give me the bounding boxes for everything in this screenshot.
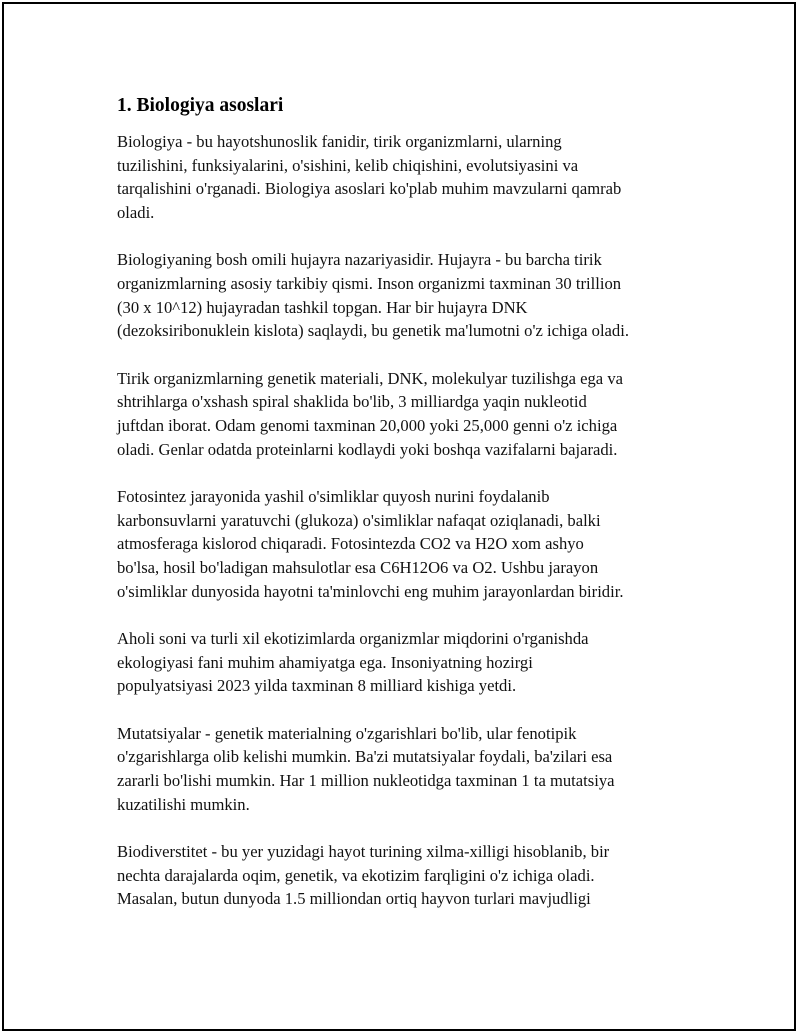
text-line: zararli bo'lishi mumkin. Har 1 million nukleotidga taxminan 1 ta mutatsiya (117, 771, 615, 791)
text-line: o'simliklar dunyosida hayotni ta'minlovchi eng muhim jarayonlardan biridir. (117, 581, 624, 601)
text-line: oladi. (117, 202, 155, 222)
text-line: Fotosintez jarayonida yashil o'simliklar quyosh nurini foydalanib (117, 487, 550, 507)
text-line: Masalan, butun dunyoda 1.5 milliondan ortiq hayvon turlari mavjudligi (117, 889, 591, 909)
text-line: organizmlarning asosiy tarkibiy qismi. Inson organizmi taxminan 30 trillion (117, 273, 622, 293)
text-line: tuzilishini, funksiyalarini, o'sishini, kelib chiqishini, evolutsiyasini va (117, 155, 579, 175)
text-line: (dezoksiribonuklein kislota) saqlaydi, bu genetik ma'lumotni o'z ichiga oladi. (117, 321, 629, 341)
text-line: Mutatsiyalar - genetik materialning o'zgarishlari bo'lib, ular fenotipik (117, 723, 577, 743)
document-body (117, 95, 697, 935)
paragraph-ecology (117, 627, 697, 698)
text-line: bo'lsa, hosil bo'ladigan mahsulotlar esa C6H12O6 va O2. Ushbu jarayon (117, 557, 599, 577)
text-line: Aholi soni va turli xil ekotizimlarda organizmlar miqdorini o'rganishda (117, 629, 589, 649)
text-line: karbonsuvlarni yaratuvchi (glukoza) o'simliklar nafaqat oziqlanadi, balki (117, 510, 601, 530)
paragraph-photosynthesis (117, 485, 697, 603)
text-line: juftdan iborat. Odam genomi taxminan 20,000 yoki 25,000 genni o'z ichiga (117, 415, 618, 435)
text-line: Biodiverstitet - bu yer yuzidagi hayot turining xilma-xilligi hisoblanib, bir (117, 842, 610, 862)
paragraph-cell-theory (117, 248, 697, 342)
text-line: kuzatilishi mumkin. (117, 794, 250, 814)
section-heading: 1. Biologiya asoslari (117, 95, 284, 116)
paragraph-mutations (117, 722, 697, 816)
text-line: Tirik organizmlarning genetik materiali, DNK, molekulyar tuzilishga ega va (117, 368, 623, 388)
paragraph-biodiversity (117, 840, 697, 911)
text-line: shtrihlarga o'xshash spiral shaklida bo'lib, 3 milliardga yaqin nukleotid (117, 392, 587, 412)
text-line: oladi. Genlar odatda proteinlarni kodlaydi yoki boshqa vazifalarni bajaradi. (117, 439, 618, 459)
text-line: Biologiya - bu hayotshunoslik fanidir, tirik organizmlarni, ularning (117, 132, 562, 151)
text-line: populyatsiyasi 2023 yilda taxminan 8 milliard kishiga yetdi. (117, 676, 517, 696)
text-line: (30 x 10^12) hujayradan tashkil topgan. Har bir hujayra DNK (117, 297, 528, 317)
text-line: ekologiyasi fani muhim ahamiyatga ega. Insoniyatning hozirgi (117, 652, 533, 672)
text-line: tarqalishini o'rganadi. Biologiya asoslari ko'plab muhim mavzularni qamrab (117, 179, 622, 199)
paragraph-dna (117, 367, 697, 461)
text-line: o'zgarishlarga olib kelishi mumkin. Ba'zi mutatsiyalar foydali, ba'zilari esa (117, 747, 613, 767)
paragraph-biology-intro (117, 130, 697, 224)
text-line: Biologiyaning bosh omili hujayra nazariyasidir. Hujayra - bu barcha tirik (117, 250, 602, 270)
text-line: nechta darajalarda oqim, genetik, va ekotizim farqligini o'z ichiga oladi. (117, 865, 595, 885)
text-line: atmosferaga kislorod chiqaradi. Fotosintezda CO2 va H2O xom ashyo (117, 534, 584, 554)
